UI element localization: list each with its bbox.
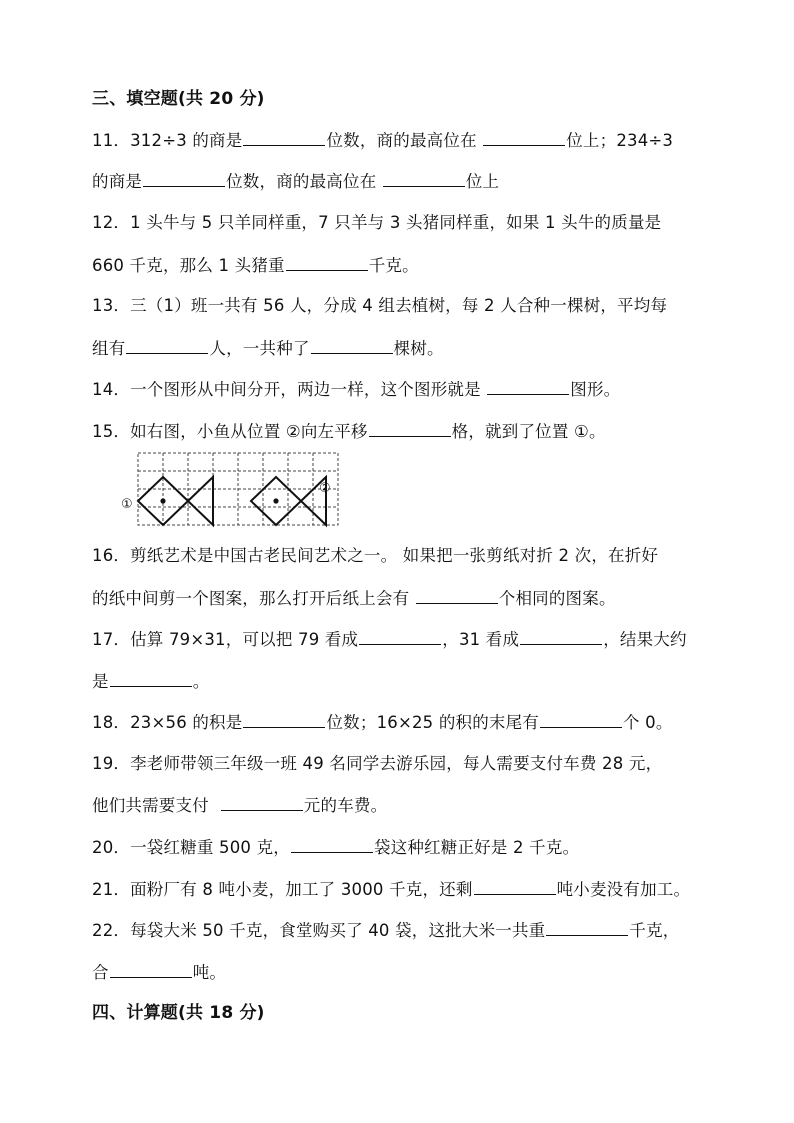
- q17-text-1: 17．估算 79×31，可以把 79 看成: [92, 630, 359, 649]
- q22-text-4: 吨。: [192, 963, 227, 982]
- q11-blank-4[interactable]: [383, 170, 465, 187]
- fish-eye-2: [273, 498, 278, 503]
- q19-text-1: 他们共需要支付: [92, 796, 220, 815]
- position-2-label: ②: [319, 481, 331, 496]
- question-19-line-2: [92, 794, 387, 817]
- q20-blank-1[interactable]: [291, 836, 373, 853]
- fish-translation-figure: [118, 452, 344, 528]
- q13-blank-2[interactable]: [311, 337, 393, 354]
- q21-text-2: 吨小麦没有加工。: [556, 880, 691, 899]
- q21-blank-1[interactable]: [474, 878, 556, 895]
- q18-blank-2[interactable]: [540, 711, 622, 728]
- q21-text-1: 21．面粉厂有 8 吨小麦，加工了 3000 千克，还剩: [92, 880, 473, 899]
- q17-text-3: ，结果大约: [603, 630, 687, 649]
- q15-text-1: 15．如右图，小鱼从位置 ②向左平移: [92, 422, 368, 441]
- q17-blank-2[interactable]: [520, 628, 602, 645]
- q14-blank-1[interactable]: [487, 378, 569, 395]
- q11-blank-3[interactable]: [143, 170, 225, 187]
- question-13-line-2: [92, 337, 444, 360]
- q11-text-3: 位上；234÷3: [566, 131, 674, 150]
- q17-text-4: 是: [92, 672, 109, 691]
- q16-text-1: 的纸中间剪一个图案，那么打开后纸上会有: [92, 589, 415, 608]
- q14-text-1: 14．一个图形从中间分开，两边一样，这个图形就是: [92, 380, 487, 399]
- q11-text-6: 位上: [465, 172, 500, 191]
- q15-blank-1[interactable]: [369, 420, 451, 437]
- q17-text-5: 。: [192, 672, 210, 691]
- question-21: [92, 878, 690, 901]
- question-16-line-1: 16．剪纸艺术是中国古老民间艺术之一。 如果把一张剪纸对折 2 次，在折好: [92, 546, 659, 565]
- q18-text-1: 18．23×56 的积是: [92, 713, 243, 732]
- q13-blank-1[interactable]: [126, 337, 208, 354]
- q20-text-2: 袋这种红糖正好是 2 千克。: [373, 838, 580, 857]
- question-11-line-1: [92, 129, 673, 152]
- question-12-line-2: [92, 254, 419, 277]
- q13-text-2: 人，一共种了: [209, 339, 310, 358]
- q13-text-1: 组有: [92, 339, 126, 358]
- fish-grid-svg: [118, 452, 344, 528]
- q13-text-3: 棵树。: [393, 339, 444, 358]
- question-13-line-1: 13．三（1）班一共有 56 人，分成 4 组去植树，每 2 人合种一棵树，平均每: [92, 296, 668, 315]
- q11-text-5: 位数，商的最高位在: [226, 172, 382, 191]
- q22-text-2: 千克，: [629, 921, 680, 940]
- q22-blank-1[interactable]: [546, 919, 628, 936]
- fish-eye-1: [160, 498, 165, 503]
- q11-text-4: 的商是: [92, 172, 143, 191]
- question-15: [92, 420, 606, 443]
- q22-text-1: 22．每袋大米 50 千克，食堂购买了 40 袋，这批大米一共重: [92, 921, 546, 940]
- q12-text-1: 660 千克，那么 1 头猪重: [92, 256, 285, 275]
- q11-text-1: 11．312÷3 的商是: [92, 131, 243, 150]
- question-12-line-1: 12．1 头牛与 5 只羊同样重，7 只羊与 3 头猪同样重，如果 1 头牛的质量是: [92, 213, 662, 232]
- q19-text-2: 元的车费。: [303, 796, 388, 815]
- q19-blank-1[interactable]: [221, 794, 303, 811]
- q16-text-2: 个相同的图案。: [498, 589, 616, 608]
- question-20: [92, 836, 579, 859]
- question-17-line-2: [92, 670, 209, 693]
- fish-position-1: [138, 477, 213, 525]
- q17-text-2: ，31 看成: [442, 630, 520, 649]
- q11-blank-2[interactable]: [483, 129, 565, 146]
- q12-text-2: 千克。: [368, 256, 419, 275]
- section-4-heading: 四、计算题(共 18 分): [92, 1003, 265, 1023]
- q11-blank-1[interactable]: [243, 129, 325, 146]
- question-17-line-1: [92, 628, 687, 651]
- question-11-line-2: [92, 170, 499, 193]
- question-19-line-1: 19．李老师带领三年级一班 49 名同学去游乐园，每人需要支付车费 28 元，: [92, 754, 663, 773]
- question-16-line-2: [92, 587, 616, 610]
- question-22-line-1: [92, 919, 679, 942]
- position-1-label: ①: [121, 497, 133, 512]
- question-14: [92, 378, 620, 401]
- q18-text-2: 位数；16×25 的积的末尾有: [326, 713, 540, 732]
- section-3-heading: 三、填空题(共 20 分): [92, 89, 265, 109]
- q12-blank-1[interactable]: [286, 254, 368, 271]
- question-22-line-2: [92, 961, 226, 984]
- q16-blank-1[interactable]: [416, 587, 498, 604]
- q18-text-3: 个 0。: [623, 713, 673, 732]
- q14-text-2: 图形。: [570, 380, 621, 399]
- q17-blank-3[interactable]: [110, 670, 192, 687]
- q20-text-1: 20．一袋红糖重 500 克，: [92, 838, 290, 857]
- q22-text-3: 合: [92, 963, 109, 982]
- q17-blank-1[interactable]: [359, 628, 441, 645]
- q18-blank-1[interactable]: [243, 711, 325, 728]
- q15-text-2: 格，就到了位置 ①。: [451, 422, 606, 441]
- q11-text-2: 位数，商的最高位在: [326, 131, 483, 150]
- question-18: [92, 711, 673, 734]
- q22-blank-2[interactable]: [110, 961, 192, 978]
